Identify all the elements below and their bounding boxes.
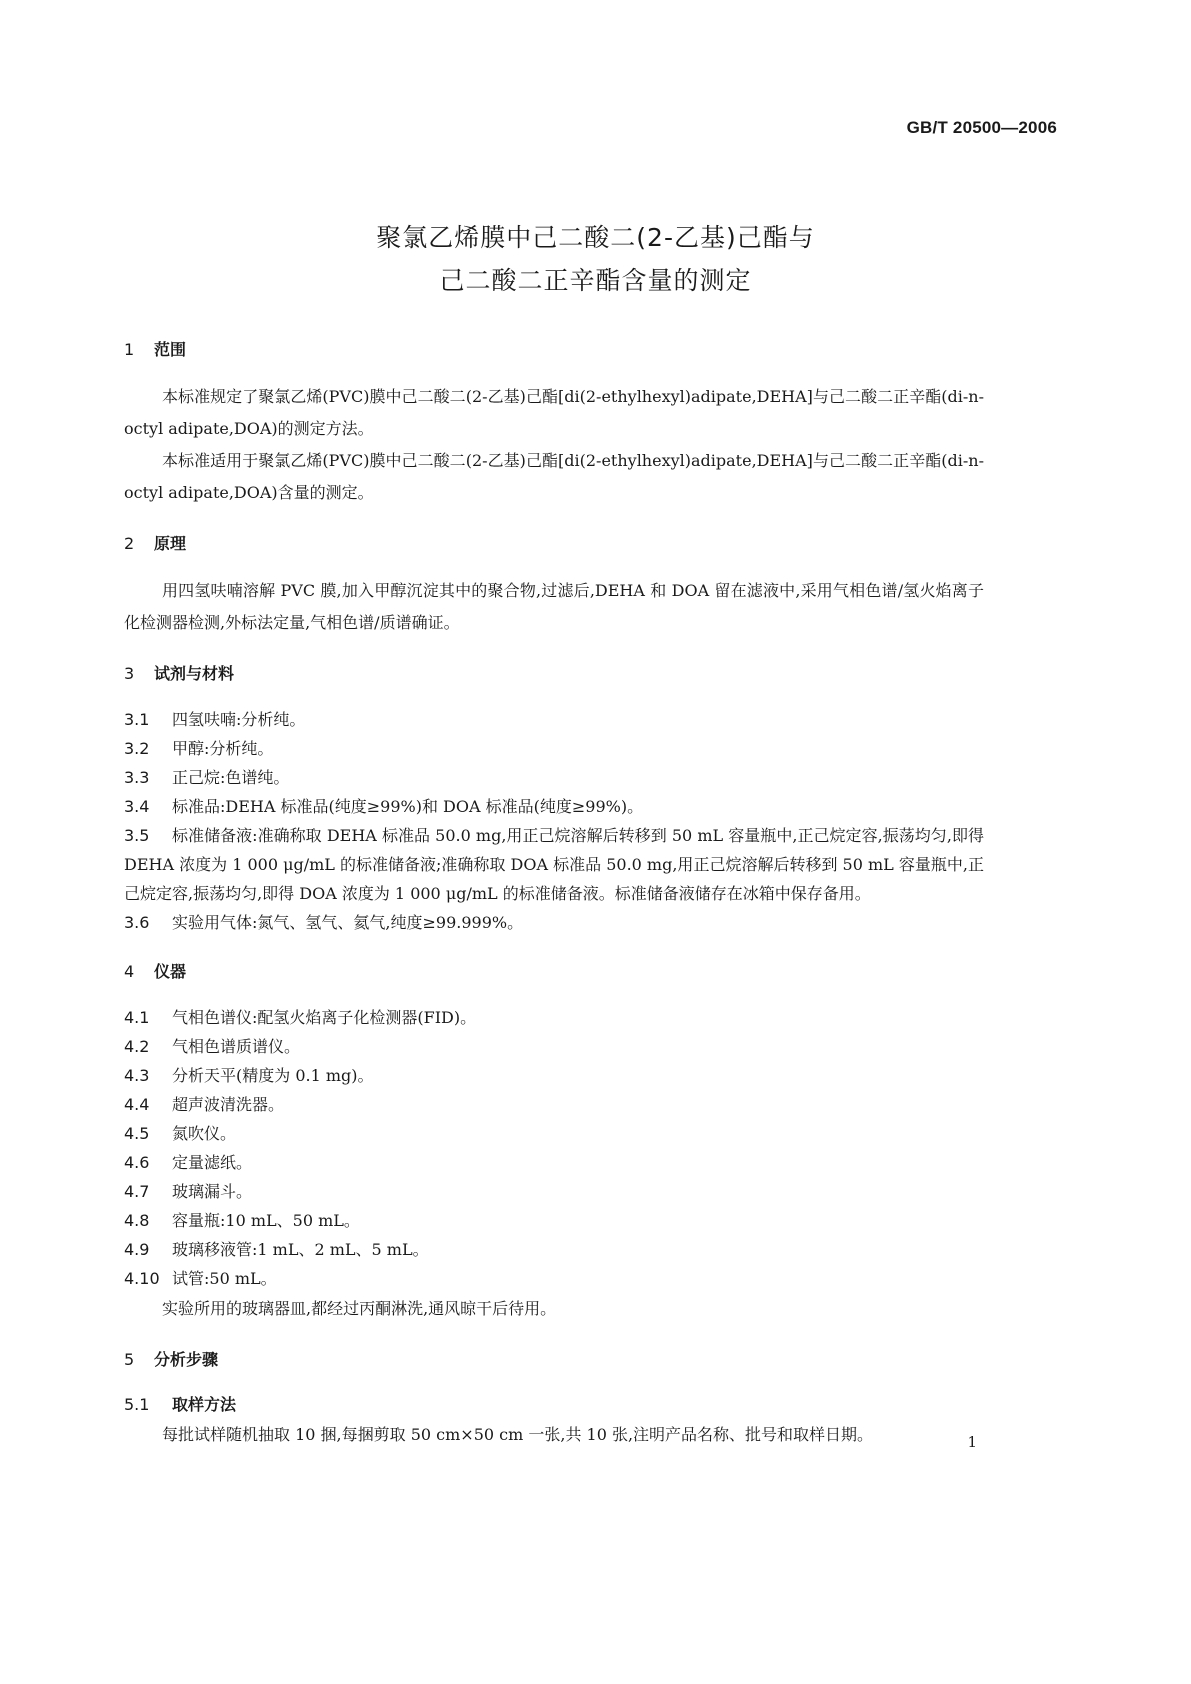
item-number: 3.2 [124, 739, 150, 758]
subsection-number: 5.1 [124, 1395, 150, 1414]
list-item [124, 1235, 984, 1264]
list-item [124, 734, 984, 763]
item-number: 3.5 [124, 826, 150, 845]
item-text: 玻璃漏斗。 [172, 1182, 253, 1201]
item-number: 4.10 [124, 1269, 160, 1288]
list-item [124, 1177, 984, 1206]
subsection-title: 取样方法 [172, 1395, 237, 1414]
list-item [124, 1206, 984, 1235]
list-item [124, 1148, 984, 1177]
paragraph: 每批试样随机抽取 10 捆,每捆剪取 50 cm×50 cm 一张,共 10 张,注明产品名称、批号和取样日期。 [162, 1425, 874, 1444]
list-item [124, 1061, 984, 1090]
section-heading-scope [124, 336, 984, 364]
document-title-line-1: 聚氯乙烯膜中己二酸二(2-乙基)己酯与 [376, 223, 815, 252]
section-number: 3 [124, 664, 135, 683]
item-text: 玻璃移液管:1 mL、2 mL、5 mL。 [172, 1240, 429, 1259]
paragraph: 本标准规定了聚氯乙烯(PVC)膜中己二酸二(2-乙基)己酯[di(2-ethylhexyl)adipate,DEHA]与己二酸二正辛酯(di-n-octyl adipate,DOA)的测定方法。 [124, 387, 984, 438]
section-number: 4 [124, 962, 135, 981]
paragraph: 本标准适用于聚氯乙烯(PVC)膜中己二酸二(2-乙基)己酯[di(2-ethylhexyl)adipate,DEHA]与己二酸二正辛酯(di-n-octyl adipate,DOA)含量的测定。 [124, 451, 984, 502]
item-number: 4.4 [124, 1095, 150, 1114]
list-item [124, 1032, 984, 1061]
section-title: 原理 [154, 534, 187, 553]
section-number: 5 [124, 1350, 135, 1369]
list-item [124, 1003, 984, 1032]
item-number: 4.7 [124, 1182, 150, 1201]
section-heading-apparatus [124, 958, 984, 986]
item-number: 4.1 [124, 1008, 150, 1027]
section-title: 分析步骤 [154, 1350, 219, 1369]
item-text: 实验用气体:氮气、氢气、氦气,纯度≥99.999%。 [172, 913, 524, 932]
item-number: 4.3 [124, 1066, 150, 1085]
item-number: 4.8 [124, 1211, 150, 1230]
item-number: 3.3 [124, 768, 150, 787]
standard-code: GB/T 20500—2006 [906, 118, 1057, 137]
paragraph: 用四氢呋喃溶解 PVC 膜,加入甲醇沉淀其中的聚合物,过滤后,DEHA 和 DOA 留在滤液中,采用气相色谱/氢火焰离子化检测器检测,外标法定量,气相色谱/质谱确证。 [124, 581, 984, 632]
subsection-heading-sampling [124, 1391, 984, 1419]
section-number: 2 [124, 534, 135, 553]
item-number: 4.6 [124, 1153, 150, 1172]
item-number: 3.1 [124, 710, 150, 729]
section-number: 1 [124, 340, 135, 359]
item-text: 分析天平(精度为 0.1 mg)。 [172, 1066, 374, 1085]
item-text: 定量滤纸。 [172, 1153, 253, 1172]
item-text: 氮吹仪。 [172, 1124, 237, 1143]
list-item [124, 1119, 984, 1148]
item-text: 标准储备液:准确称取 DEHA 标准品 50.0 mg,用正己烷溶解后转移到 50 mL 容量瓶中,正己烷定容,振荡均匀,即得 DEHA 浓度为 1 000 μg/mL 的标准储备液;准确称取 DOA 标准品 50.0 mg,用正己烷溶解后转移到 50 mL 容量瓶中,正己烷定容,振荡均匀,即得 DOA 浓度为 1 000 μg/mL 的标准储备液。标准储备液储存在冰箱中保存备用。 [124, 826, 984, 903]
item-text: 四氢呋喃:分析纯。 [172, 710, 306, 729]
paragraph-note: 实验所用的玻璃器皿,都经过丙酮淋洗,通风晾干后待用。 [162, 1299, 557, 1318]
item-text: 气相色谱仪:配氢火焰离子化检测器(FID)。 [172, 1008, 477, 1027]
item-text: 正己烷:色谱纯。 [172, 768, 290, 787]
list-item [124, 763, 984, 792]
list-item [124, 1264, 984, 1293]
section-title: 仪器 [154, 962, 187, 981]
item-number: 3.4 [124, 797, 150, 816]
item-number: 4.9 [124, 1240, 150, 1259]
item-text: 气相色谱质谱仪。 [172, 1037, 301, 1056]
item-number: 4.5 [124, 1124, 150, 1143]
list-item [124, 705, 984, 734]
list-item [124, 908, 984, 937]
item-number: 3.6 [124, 913, 150, 932]
item-text: 容量瓶:10 mL、50 mL。 [172, 1211, 360, 1230]
item-text: 标准品:DEHA 标准品(纯度≥99%)和 DOA 标准品(纯度≥99%)。 [172, 797, 644, 816]
item-text: 甲醇:分析纯。 [172, 739, 274, 758]
section-heading-reagents [124, 660, 984, 688]
document-title-line-2: 己二酸二正辛酯含量的测定 [439, 266, 752, 295]
section-title: 范围 [154, 340, 187, 359]
section-heading-principle [124, 530, 984, 558]
list-item [124, 821, 984, 908]
page-number: 1 [967, 1433, 977, 1451]
document-body [124, 336, 984, 1451]
section-title: 试剂与材料 [154, 664, 235, 683]
section-heading-procedure [124, 1346, 984, 1374]
item-text: 超声波清洗器。 [172, 1095, 285, 1114]
item-number: 4.2 [124, 1037, 150, 1056]
item-text: 试管:50 mL。 [172, 1269, 277, 1288]
list-item [124, 1090, 984, 1119]
list-item [124, 792, 984, 821]
